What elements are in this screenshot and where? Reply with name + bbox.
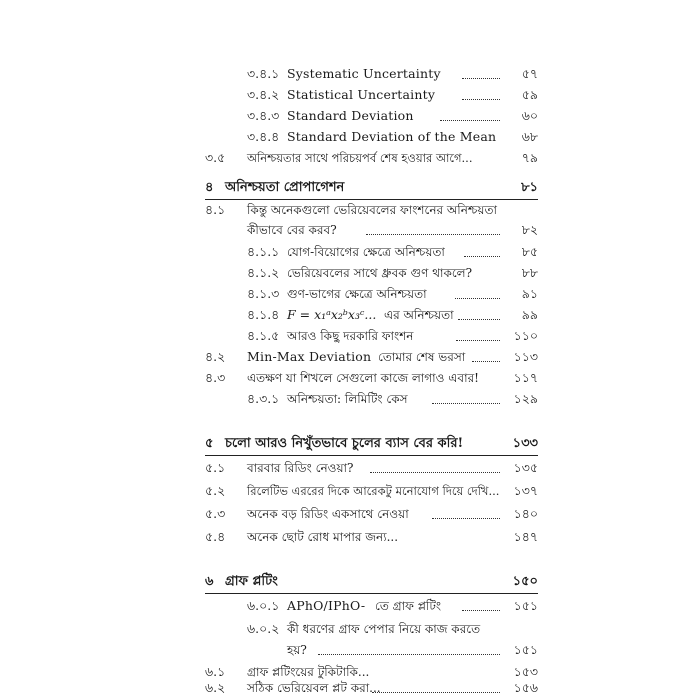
dot-leader (370, 472, 500, 473)
toc-chapter[interactable] (0, 176, 700, 200)
toc-entry-continued[interactable] (0, 218, 700, 242)
toc-entry[interactable] (0, 146, 700, 170)
page-number: ১৩৫ (513, 460, 538, 475)
section-number: ৪.১.৪ (247, 307, 280, 322)
page-number: ৬০ (521, 108, 538, 123)
section-title: রিলেটিভ এররের দিকে আরেকটু মনোযোগ দিয়ে দেখি... (247, 484, 500, 498)
section-title: অনেক ছোট রোধ মাপার জন্য... (247, 530, 399, 544)
page-number: ১৩৭ (513, 483, 538, 498)
section-title: Systematic Uncertainty (287, 66, 441, 81)
page-number: ১১৭ (513, 370, 538, 385)
toc-entry[interactable] (0, 594, 700, 618)
page-number: ৬৮ (521, 129, 538, 144)
section-title: গ্রাফ প্লটিংয়ের টুকিটাকি... (247, 665, 370, 679)
section-number: ৩.৪.৪ (247, 129, 280, 144)
dot-leader (462, 99, 500, 100)
chapter-number: ৪ (205, 180, 214, 195)
page-number: ৯৯ (521, 307, 538, 322)
section-number: ৪.৩ (205, 370, 226, 385)
dot-leader (456, 340, 500, 341)
section-title: কিন্তু অনেকগুলো ভেরিয়েবলের ফাংশনের অনিশ্চয়তা (247, 203, 497, 217)
dot-leader (366, 234, 500, 235)
page-number: ৮৮ (521, 265, 538, 280)
section-title: গুণ-ভাগের ক্ষেত্রে অনিশ্চয়তা (287, 287, 427, 301)
page-number: ১৫৬ (513, 680, 538, 695)
dot-leader (462, 610, 500, 611)
section-number: ৬.০.১ (247, 598, 280, 613)
section-title-formula: F = x₁ᵃx₂ᵇx₃ᶜ... (287, 307, 377, 322)
chapter-title: অনিশ্চয়তা প্রোপাগেশন (225, 180, 345, 195)
dot-leader (318, 654, 500, 655)
toc-chapter[interactable] (0, 570, 700, 594)
section-number: ৫.৩ (205, 506, 226, 521)
section-number: ৪.২ (205, 349, 226, 364)
toc-entry[interactable] (0, 525, 700, 549)
page-number: ৫৭ (521, 66, 538, 81)
toc-chapter[interactable] (0, 432, 700, 456)
chapter-title: চলো আরও নিখুঁতভাবে চুলের ব্যাস বের করি! (225, 436, 464, 451)
toc-entry[interactable] (0, 502, 700, 526)
toc-entry[interactable] (0, 387, 700, 411)
section-number: ৪.১.১ (247, 244, 280, 259)
section-title: Statistical Uncertainty (287, 87, 436, 102)
page-number: ৫৯ (521, 87, 538, 102)
page-number: ৭৯ (521, 150, 538, 165)
dot-leader (462, 78, 500, 79)
section-title: ভেরিয়েবলের সাথে ধ্রুবক গুণ থাকলে? (287, 266, 473, 280)
dot-leader (458, 319, 500, 320)
toc-entry[interactable] (0, 479, 700, 503)
section-title: বারবার রিডিং নেওয়া? (247, 461, 354, 475)
section-title: এতক্ষণ যা শিখলে সেগুলো কাজে লাগাও এবার! (247, 371, 479, 385)
page-number: ৮২ (521, 222, 538, 237)
toc-entry[interactable] (0, 456, 700, 480)
page-number: ৮৫ (521, 244, 538, 259)
page-number: ৯১ (521, 286, 538, 301)
section-number: ৩.৪.৩ (247, 108, 280, 123)
section-title: অনিশ্চয়তার সাথে পরিচয়পর্ব শেষ হওয়ার আগে... (247, 151, 473, 165)
section-title: অনেক বড় রিডিং একসাথে নেওয়া (247, 507, 409, 521)
page-number: ১৫০ (512, 574, 538, 589)
section-number: ৪.১.৫ (247, 328, 280, 343)
section-number: ৪.১.২ (247, 265, 280, 280)
dot-leader (440, 120, 500, 121)
section-title: অনিশ্চয়তা: লিমিটিং কেস (287, 392, 408, 406)
page-number: ১৪৭ (513, 529, 538, 544)
section-number: ৬.২ (205, 680, 226, 695)
section-number: ৪.১.৩ (247, 286, 280, 301)
section-title-suffix: তে গ্রাফ প্লটিং (375, 599, 442, 613)
section-number: ৩.৪.২ (247, 87, 280, 102)
section-number: ৫.৪ (205, 529, 226, 544)
chapter-number: ৫ (205, 436, 214, 451)
section-title: আরও কিছু দরকারি ফাংশন (287, 329, 414, 343)
section-title: কী ধরণের গ্রাফ পেপার নিয়ে কাজ করতে (287, 622, 481, 636)
section-title-continued: হয়? (287, 643, 307, 657)
chapter-title: গ্রাফ প্লটিং (225, 574, 278, 589)
page-number: ১২৯ (513, 391, 538, 406)
dot-leader (372, 692, 500, 693)
section-number: ৬.০.২ (247, 621, 280, 636)
section-number: ৩.৪.১ (247, 66, 280, 81)
page-number: ১৫১ (513, 642, 538, 657)
section-number: ৫.১ (205, 460, 226, 475)
toc-entry[interactable] (0, 676, 700, 700)
section-title: Standard Deviation of the Mean (287, 129, 497, 144)
section-number: ৪.৩.১ (247, 391, 280, 406)
section-title-continued: কীভাবে বের করব? (247, 223, 337, 237)
section-number: ৩.৫ (205, 150, 226, 165)
section-title: সঠিক ভেরিয়েবল প্লট করা... (247, 681, 381, 695)
page-number: ১৪০ (513, 506, 538, 521)
section-title-suffix: এর অনিশ্চয়তা (384, 308, 454, 322)
page-number: ১১৩ (513, 349, 538, 364)
dot-leader (432, 403, 500, 404)
dot-leader (472, 361, 500, 362)
section-title: APhO/IPhO- (287, 598, 366, 613)
dot-leader (455, 298, 500, 299)
dot-leader (464, 256, 500, 257)
section-title: যোগ-বিয়োগের ক্ষেত্রে অনিশ্চয়তা (287, 245, 445, 259)
page-number: ১৩৩ (512, 436, 538, 451)
section-title: Min-Max Deviation (247, 349, 372, 364)
page-number: ১১০ (513, 328, 538, 343)
section-number: ৬.১ (205, 664, 226, 679)
section-title-suffix: তোমার শেষ ভরসা (378, 350, 466, 364)
page-number: ৮১ (521, 180, 538, 195)
section-title: Standard Deviation (287, 108, 414, 123)
dot-leader (432, 518, 500, 519)
toc-entry-continued[interactable] (0, 638, 700, 662)
page-number: ১৫১ (513, 598, 538, 613)
page-number: ১৫৩ (513, 664, 538, 679)
section-number: ৫.২ (205, 483, 226, 498)
chapter-number: ৬ (205, 574, 214, 589)
section-number: ৪.১ (205, 202, 226, 217)
